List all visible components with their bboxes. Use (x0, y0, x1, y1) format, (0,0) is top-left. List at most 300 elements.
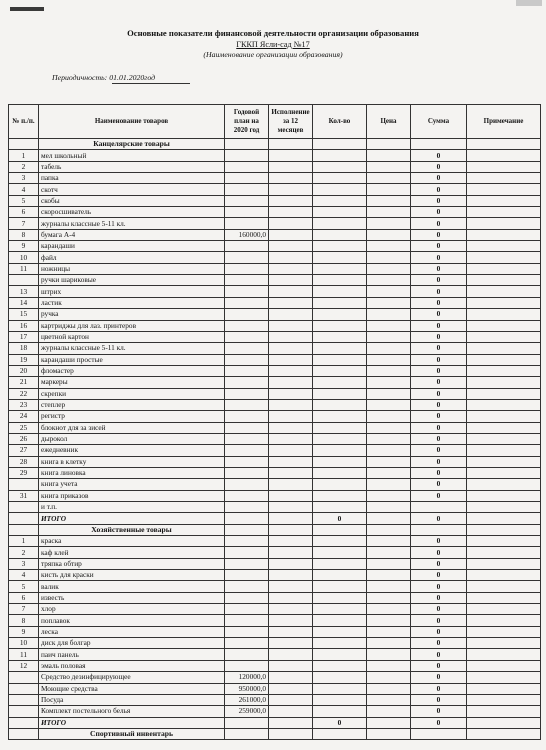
total-execution (269, 717, 313, 728)
row-number (9, 502, 39, 513)
plan-value (225, 660, 269, 671)
row-number: 6 (9, 592, 39, 603)
table-body (9, 139, 541, 740)
plan-value (225, 263, 269, 274)
note-value (467, 649, 541, 660)
note-value (467, 558, 541, 569)
plan-value: 261000,0 (225, 694, 269, 705)
qty-value (313, 399, 367, 410)
total-sum: 0 (411, 513, 467, 524)
note-value (467, 399, 541, 410)
qty-value (313, 411, 367, 422)
section-empty-cell (411, 728, 467, 739)
price-value (367, 263, 411, 274)
note-value (467, 592, 541, 603)
sum-value: 0 (411, 275, 467, 286)
table-row (9, 615, 541, 626)
row-number: 2 (9, 547, 39, 558)
row-number: 1 (9, 150, 39, 161)
row-number: 22 (9, 388, 39, 399)
item-name: регистр (39, 411, 225, 422)
note-value (467, 309, 541, 320)
sum-value: 0 (411, 331, 467, 342)
document-title: Основные показатели финансовой деятельности организации образования (127, 28, 419, 38)
table-row (9, 309, 541, 320)
plan-value (225, 207, 269, 218)
sum-value: 0 (411, 660, 467, 671)
price-value (367, 706, 411, 717)
price-value (367, 570, 411, 581)
execution-value (269, 411, 313, 422)
period-label: Периодичность: 01.01.2020год (52, 73, 156, 82)
row-number: 16 (9, 320, 39, 331)
section-empty-cell (225, 728, 269, 739)
sum-value: 0 (411, 694, 467, 705)
item-name: каф клей (39, 547, 225, 558)
table-row (9, 660, 541, 671)
table-row (9, 706, 541, 717)
plan-value (225, 649, 269, 660)
total-row (9, 513, 541, 524)
execution-value (269, 626, 313, 637)
table-row (9, 683, 541, 694)
qty-value (313, 252, 367, 263)
note-value (467, 467, 541, 478)
qty-value (313, 649, 367, 660)
execution-value (269, 672, 313, 683)
note-value (467, 422, 541, 433)
table-row (9, 343, 541, 354)
plan-value (225, 252, 269, 263)
qty-value (313, 161, 367, 172)
table-row (9, 445, 541, 456)
sum-value: 0 (411, 683, 467, 694)
execution-value (269, 570, 313, 581)
section-empty-cell (313, 524, 367, 535)
price-value (367, 490, 411, 501)
item-name: скоросшиватель (39, 207, 225, 218)
execution-value (269, 467, 313, 478)
execution-value (269, 161, 313, 172)
plan-value (225, 626, 269, 637)
row-number: 15 (9, 309, 39, 320)
section-empty-cell (269, 728, 313, 739)
row-number: 28 (9, 456, 39, 467)
note-value (467, 660, 541, 671)
row-number: 5 (9, 195, 39, 206)
section-header-row (9, 524, 541, 535)
item-name: табель (39, 161, 225, 172)
sum-value: 0 (411, 411, 467, 422)
plan-value (225, 604, 269, 615)
section-empty-cell (269, 139, 313, 150)
section-number-cell (9, 524, 39, 535)
price-value (367, 241, 411, 252)
table-row (9, 558, 541, 569)
table-row (9, 411, 541, 422)
sum-value: 0 (411, 467, 467, 478)
qty-value (313, 286, 367, 297)
price-value (367, 207, 411, 218)
item-name: ручка (39, 309, 225, 320)
execution-value (269, 252, 313, 263)
row-number: 9 (9, 626, 39, 637)
price-value (367, 433, 411, 444)
item-name: блокнот для за зисей (39, 422, 225, 433)
execution-value (269, 365, 313, 376)
plan-value (225, 218, 269, 229)
col-header-execution: Исполнение за 12 месяцев (269, 105, 313, 139)
price-value (367, 354, 411, 365)
execution-value (269, 343, 313, 354)
note-value (467, 479, 541, 490)
plan-value (225, 615, 269, 626)
execution-value (269, 456, 313, 467)
qty-value (313, 706, 367, 717)
total-sum: 0 (411, 717, 467, 728)
item-name: цветной картон (39, 331, 225, 342)
organization-caption: (Наименование организации образования) (203, 50, 343, 59)
item-name: Комплект постельного белья (39, 706, 225, 717)
sum-value: 0 (411, 377, 467, 388)
section-empty-cell (367, 524, 411, 535)
note-value (467, 433, 541, 444)
row-number: 19 (9, 354, 39, 365)
total-plan (225, 513, 269, 524)
financial-table (8, 104, 541, 740)
row-number: 27 (9, 445, 39, 456)
row-number: 1 (9, 536, 39, 547)
execution-value (269, 660, 313, 671)
table-row (9, 547, 541, 558)
table-row (9, 297, 541, 308)
qty-value (313, 615, 367, 626)
sum-value: 0 (411, 241, 467, 252)
qty-value (313, 184, 367, 195)
item-name: поплавок (39, 615, 225, 626)
qty-value (313, 297, 367, 308)
total-execution (269, 513, 313, 524)
plan-value (225, 422, 269, 433)
plan-value (225, 184, 269, 195)
sum-value: 0 (411, 320, 467, 331)
row-number: 10 (9, 638, 39, 649)
item-name: карандаши (39, 241, 225, 252)
plan-value (225, 286, 269, 297)
qty-value (313, 581, 367, 592)
price-value (367, 297, 411, 308)
row-number (9, 706, 39, 717)
table-row (9, 490, 541, 501)
execution-value (269, 331, 313, 342)
execution-value (269, 263, 313, 274)
qty-value (313, 547, 367, 558)
table-row (9, 399, 541, 410)
section-empty-cell (467, 728, 541, 739)
table-row (9, 252, 541, 263)
plan-value (225, 445, 269, 456)
execution-value (269, 445, 313, 456)
row-number: 20 (9, 365, 39, 376)
note-value (467, 150, 541, 161)
price-value (367, 173, 411, 184)
col-header-plan: Годовой план на 2020 год (225, 105, 269, 139)
execution-value (269, 286, 313, 297)
table-row (9, 320, 541, 331)
table-row (9, 592, 541, 603)
plan-value (225, 502, 269, 513)
table-row (9, 173, 541, 184)
execution-value (269, 218, 313, 229)
item-name: диск для болгар (39, 638, 225, 649)
price-value (367, 286, 411, 297)
item-name: леска (39, 626, 225, 637)
item-name: и т.п. (39, 502, 225, 513)
total-qty: 0 (313, 513, 367, 524)
price-value (367, 445, 411, 456)
section-empty-cell (367, 728, 411, 739)
price-value (367, 309, 411, 320)
item-name: валик (39, 581, 225, 592)
item-name: книга учета (39, 479, 225, 490)
sum-value: 0 (411, 252, 467, 263)
price-value (367, 229, 411, 240)
sum-value: 0 (411, 536, 467, 547)
row-number (9, 479, 39, 490)
price-value (367, 660, 411, 671)
table-row (9, 263, 541, 274)
item-name: ежедневник (39, 445, 225, 456)
note-value (467, 604, 541, 615)
item-name: ножницы (39, 263, 225, 274)
note-value (467, 490, 541, 501)
qty-value (313, 683, 367, 694)
col-header-note: Примечание (467, 105, 541, 139)
row-number: 7 (9, 604, 39, 615)
price-value (367, 275, 411, 286)
total-note (467, 513, 541, 524)
item-name: книга приказов (39, 490, 225, 501)
price-value (367, 626, 411, 637)
sum-value: 0 (411, 445, 467, 456)
item-name: Средство дезинфицирующее (39, 672, 225, 683)
note-value (467, 456, 541, 467)
section-number-cell (9, 139, 39, 150)
sum-value: 0 (411, 581, 467, 592)
price-value (367, 615, 411, 626)
section-header-row (9, 728, 541, 739)
plan-value: 950000,0 (225, 683, 269, 694)
qty-value (313, 570, 367, 581)
qty-value (313, 195, 367, 206)
item-name: степлер (39, 399, 225, 410)
organization-name: ГККП Ясли-сад №17 (236, 40, 310, 49)
sum-value: 0 (411, 207, 467, 218)
execution-value (269, 207, 313, 218)
plan-value (225, 592, 269, 603)
sum-value: 0 (411, 286, 467, 297)
price-value (367, 592, 411, 603)
table-row (9, 377, 541, 388)
price-value (367, 558, 411, 569)
table-row (9, 422, 541, 433)
sum-value: 0 (411, 456, 467, 467)
plan-value (225, 365, 269, 376)
note-value (467, 286, 541, 297)
note-value (467, 536, 541, 547)
qty-value (313, 207, 367, 218)
row-number: 29 (9, 467, 39, 478)
execution-value (269, 502, 313, 513)
execution-value (269, 399, 313, 410)
plan-value (225, 547, 269, 558)
table-row (9, 229, 541, 240)
col-header-sum: Сумма (411, 105, 467, 139)
qty-value (313, 218, 367, 229)
plan-value (225, 570, 269, 581)
sum-value: 0 (411, 343, 467, 354)
table-row (9, 479, 541, 490)
table-row (9, 502, 541, 513)
plan-value (225, 581, 269, 592)
plan-value (225, 377, 269, 388)
note-value (467, 388, 541, 399)
table-row (9, 184, 541, 195)
table-row (9, 467, 541, 478)
execution-value (269, 558, 313, 569)
section-empty-cell (467, 524, 541, 535)
row-number: 13 (9, 286, 39, 297)
qty-value (313, 377, 367, 388)
table-row (9, 672, 541, 683)
qty-value (313, 354, 367, 365)
qty-value (313, 502, 367, 513)
table-row (9, 207, 541, 218)
sum-value: 0 (411, 558, 467, 569)
execution-value (269, 354, 313, 365)
note-value (467, 377, 541, 388)
qty-value (313, 672, 367, 683)
sum-value: 0 (411, 615, 467, 626)
item-name: дырокол (39, 433, 225, 444)
execution-value (269, 309, 313, 320)
section-empty-cell (313, 139, 367, 150)
col-header-number: № п./п. (9, 105, 39, 139)
note-value (467, 547, 541, 558)
execution-value (269, 638, 313, 649)
total-label: ИТОГО (39, 513, 225, 524)
item-name: известь (39, 592, 225, 603)
price-value (367, 320, 411, 331)
item-name: журналы классные 5-11 кл. (39, 343, 225, 354)
section-empty-cell (367, 139, 411, 150)
price-value (367, 672, 411, 683)
qty-value (313, 490, 367, 501)
note-value (467, 297, 541, 308)
note-value (467, 706, 541, 717)
qty-value (313, 433, 367, 444)
qty-value (313, 320, 367, 331)
table-row (9, 626, 541, 637)
item-name: Моющие средства (39, 683, 225, 694)
execution-value (269, 422, 313, 433)
price-value (367, 683, 411, 694)
note-value (467, 638, 541, 649)
execution-value (269, 320, 313, 331)
section-title: Спортивный инвентарь (39, 728, 225, 739)
note-value (467, 241, 541, 252)
plan-value (225, 195, 269, 206)
execution-value (269, 433, 313, 444)
total-price (367, 717, 411, 728)
sum-value: 0 (411, 433, 467, 444)
qty-value (313, 343, 367, 354)
qty-value (313, 626, 367, 637)
sum-value: 0 (411, 218, 467, 229)
row-number: 10 (9, 252, 39, 263)
execution-value (269, 706, 313, 717)
sum-value: 0 (411, 570, 467, 581)
execution-value (269, 547, 313, 558)
plan-value (225, 241, 269, 252)
total-row (9, 717, 541, 728)
qty-value (313, 365, 367, 376)
row-number: 23 (9, 399, 39, 410)
note-value (467, 683, 541, 694)
qty-value (313, 604, 367, 615)
note-value (467, 502, 541, 513)
note-value (467, 161, 541, 172)
sum-value: 0 (411, 297, 467, 308)
row-number (9, 694, 39, 705)
qty-value (313, 660, 367, 671)
total-label: ИТОГО (39, 717, 225, 728)
price-value (367, 536, 411, 547)
price-value (367, 218, 411, 229)
section-empty-cell (313, 728, 367, 739)
sum-value: 0 (411, 354, 467, 365)
qty-value (313, 309, 367, 320)
price-value (367, 377, 411, 388)
sum-value: 0 (411, 388, 467, 399)
table-row (9, 570, 541, 581)
execution-value (269, 229, 313, 240)
note-value (467, 626, 541, 637)
row-number: 14 (9, 297, 39, 308)
table-row (9, 331, 541, 342)
plan-value: 259000,0 (225, 706, 269, 717)
note-value (467, 263, 541, 274)
item-name: книга линовка (39, 467, 225, 478)
item-name: папка (39, 173, 225, 184)
sum-value: 0 (411, 649, 467, 660)
plan-value (225, 354, 269, 365)
row-number: 6 (9, 207, 39, 218)
section-header-row (9, 139, 541, 150)
row-number: 8 (9, 229, 39, 240)
item-name: карандаши простые (39, 354, 225, 365)
table-row (9, 433, 541, 444)
item-name: кисть для краски (39, 570, 225, 581)
execution-value (269, 649, 313, 660)
price-value (367, 399, 411, 410)
note-value (467, 581, 541, 592)
plan-value (225, 638, 269, 649)
table-header-row (9, 105, 541, 139)
qty-value (313, 263, 367, 274)
price-value (367, 502, 411, 513)
total-plan (225, 717, 269, 728)
